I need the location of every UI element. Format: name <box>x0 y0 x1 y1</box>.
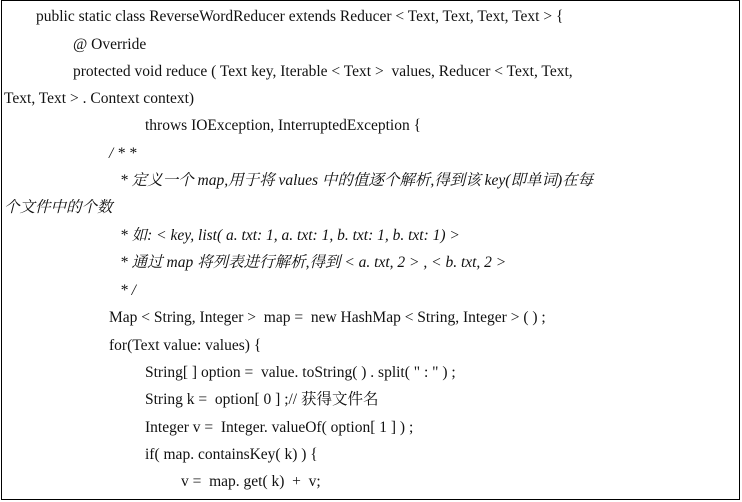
code-line-comment-3: * 通过 map 将列表进行解析,得到 < a. txt, 2 > , < b. txt, 2 > <box>120 254 507 271</box>
code-line-class-declaration: public static class ReverseWordReducer extends Reducer < Text, Text, Text, Text > { <box>36 8 564 25</box>
code-line-reduce-signature-cont: Text, Text > . Context context) <box>4 90 195 107</box>
code-line-integer-value: Integer v = Integer. valueOf( option[ 1 ] ) ; <box>145 419 414 436</box>
code-line-override: @ Override <box>73 36 147 53</box>
code-line-reduce-signature: protected void reduce ( Text key, Iterable < Text > values, Reducer < Text, Text, <box>73 63 573 80</box>
code-line-contains-key: if( map. containsKey( k) ) { <box>145 446 318 463</box>
code-line-comment-open: / * * <box>109 145 137 162</box>
code-line-comment-close: * / <box>120 282 136 299</box>
code-line-comment-1: * 定义一个 map,用于将 values 中的值逐个解析,得到该 key(即单词)在每 <box>120 172 594 189</box>
code-line-throws: throws IOException, InterruptedException { <box>145 117 422 134</box>
code-line-file-name: String k = option[ 0 ] ;// 获得文件名 <box>145 391 379 408</box>
code-line-map-get: v = map. get( k) + v; <box>181 473 321 490</box>
code-line-for-loop: for(Text value: values) { <box>109 337 262 354</box>
code-line-split-option: String[ ] option = value. toString( ) . split( " : " ) ; <box>145 364 456 381</box>
code-listing-frame <box>1 0 740 500</box>
code-line-comment-2: * 如: < key, list( a. txt: 1, a. txt: 1, b. txt: 1, b. txt: 1) > <box>120 227 460 244</box>
code-line-comment-1-cont: 个文件中的个数 <box>4 199 113 216</box>
code-line-map-declaration: Map < String, Integer > map = new HashMap < String, Integer > ( ) ; <box>109 309 546 326</box>
